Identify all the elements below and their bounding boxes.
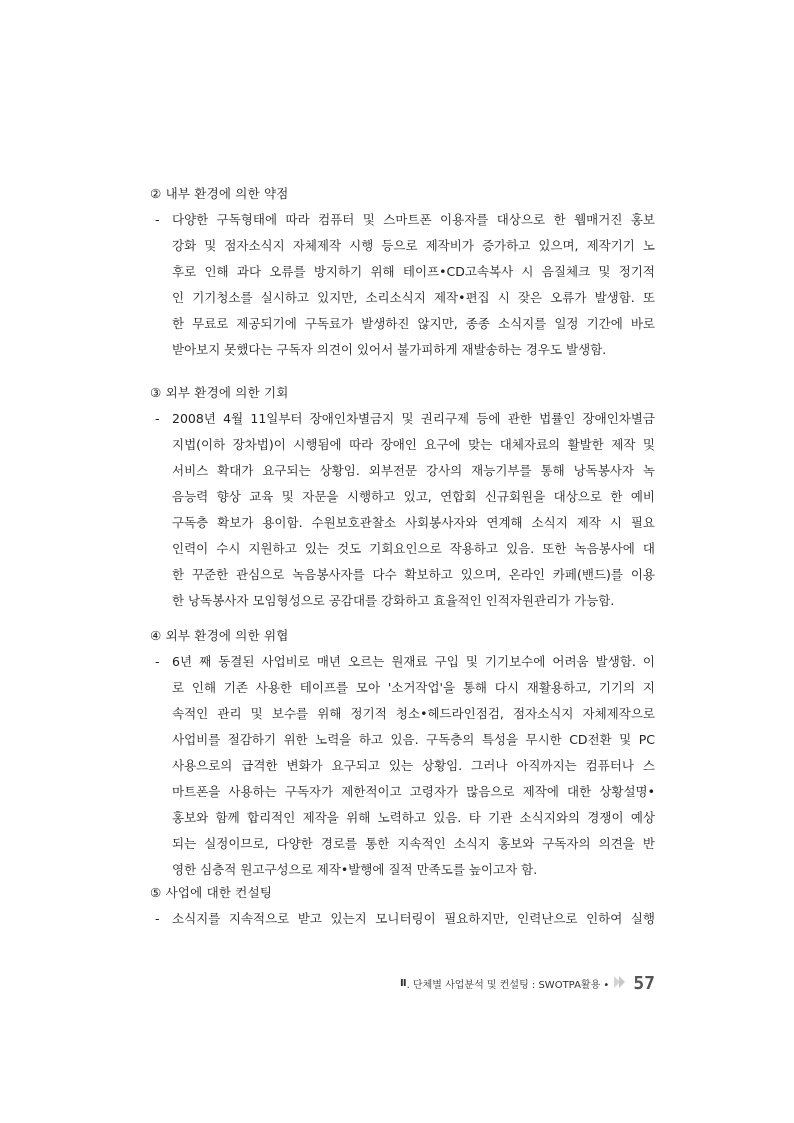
bullet-dash: - [155, 212, 160, 227]
text-line: 강화 및 점자소식지 자체제작 시행 등으로 제작비가 증가하고 있으며, 제작기기 노 [172, 238, 655, 253]
text-line: 한 무료로 제공되기에 구독료가 발생하진 않지만, 종종 소식지를 일정 기간에 바로 [172, 316, 655, 331]
text-line: 홍보와 함께 합리적인 제작을 위해 노력하고 있음. 타 기관 소식지와의 경쟁이 예상 [172, 810, 655, 825]
page-footer [399, 972, 655, 994]
text-line: 사용으로의 급격한 변화가 요구되고 있는 상황임. 그러나 아직까지는 컴퓨터나 스 [172, 758, 655, 773]
text-line: 6년 째 동결된 사업비로 매년 오르는 원재료 구입 및 기기보수에 어려움 발생함. 이 [172, 654, 655, 669]
double-chevron-right-icon [613, 974, 627, 993]
text-line: 한 낭독봉사자 모임형성으로 공감대를 강화하고 효율적인 인적자원관리가 가능함. [172, 593, 615, 608]
section-heading-consulting: ⑤ 사업에 대한 컨설팅 [150, 885, 273, 900]
text-line: 서비스 확대가 요구되는 상황임. 외부전문 강사의 재능기부를 통해 낭독봉사자 녹 [172, 463, 655, 478]
section-heading-threat: ④ 외부 환경에 의한 위협 [150, 628, 289, 643]
text-line: 로 인해 기존 사용한 테이프를 모아 '소거작업'을 통해 다시 재활용하고, 기기의 지 [172, 680, 655, 695]
text-line: 인력이 수시 지원하고 있는 것도 기회요인으로 작용하고 있음. 또한 녹음봉사에 대 [172, 541, 655, 556]
text-line: 소식지를 지속적으로 받고 있는지 모니터링이 필요하지만, 인력난으로 인하여 실행 [172, 911, 655, 926]
text-line: 받아보지 못했다는 구독자 의견이 있어서 불가피하게 재발송하는 경우도 발생함. [172, 342, 607, 357]
section-heading-opportunity: ③ 외부 환경에 의한 기회 [150, 385, 289, 400]
text-line: 인 기기청소를 실시하고 있지만, 소리소식지 제작•편집 시 잦은 오류가 발생함. 또 [172, 290, 655, 305]
text-line: 음능력 향상 교육 및 자문을 시행하고 있고, 연합회 신규회원을 대상으로 한 예비 [172, 489, 655, 504]
text-line: 한 꾸준한 관심으로 녹음봉사자를 다수 확보하고 있으며, 온라인 카페(밴드)를 이용 [172, 567, 655, 582]
bullet-dash: - [155, 911, 160, 926]
footer-chapter-title: . 단체별 사업분석 및 컨설팅 : SWOTPA활용 • [406, 979, 610, 991]
text-line: 후로 인해 과다 오류를 방지하기 위해 테이프•CD고속복사 시 음질체크 및 정기적 [172, 264, 655, 279]
text-line: 다양한 구독형태에 따라 컴퓨터 및 스마트폰 이용자를 대상으로 한 웹매거진 홍보 [172, 212, 655, 227]
bullet-dash: - [155, 654, 160, 669]
text-line: 사업비를 절감하기 위한 노력을 하고 있음. 구독층의 특성을 무시한 CD전환 및 PC [172, 732, 655, 747]
text-line: 2008년 4월 11일부터 장애인차별금지 및 권리구제 등에 관한 법률인 장애인차별금 [172, 411, 655, 426]
page-number: 57 [633, 972, 655, 994]
text-line: 되는 실정이므로, 다양한 경로를 통한 지속적인 소식지 홍보와 구독자의 의견을 반 [172, 836, 655, 851]
section-heading-weakness: ② 내부 환경에 의한 약점 [150, 186, 289, 201]
footer-chapter-roman: Ⅱ [399, 977, 407, 989]
bullet-dash: - [155, 411, 160, 426]
text-line: 속적인 관리 및 보수를 위해 정기적 청소•헤드라인점검, 점자소식지 자체제작으로 [172, 706, 655, 721]
text-line: 마트폰을 사용하는 구독자가 제한적이고 고령자가 많음으로 제작에 대한 상황설명• [172, 784, 655, 799]
text-line: 지법(이하 장차법)이 시행됨에 따라 장애인 요구에 맞는 대체자료의 활발한 제작 및 [172, 437, 655, 452]
text-line: 영한 심층적 원고구성으로 제작•발행에 질적 만족도를 높이고자 함. [172, 862, 538, 877]
text-line: 구독층 확보가 용이함. 수원보호관찰소 사회봉사자와 연계해 소식지 제작 시 필요 [172, 515, 655, 530]
